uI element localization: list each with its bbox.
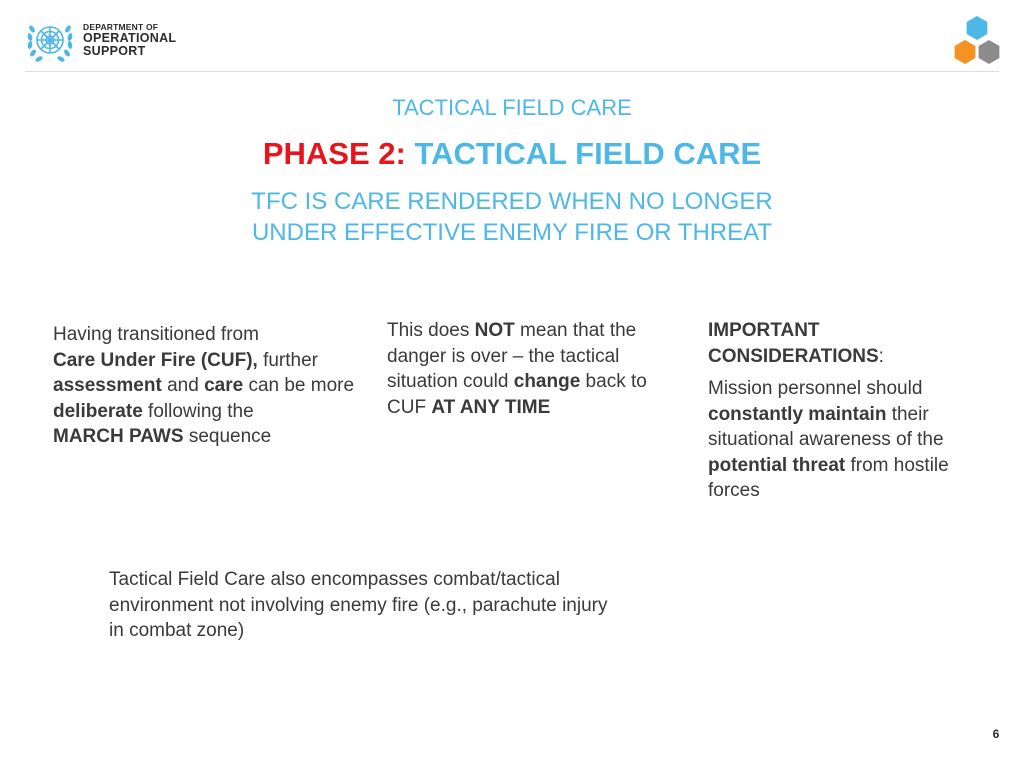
bottom-note: Tactical Field Care also encompasses combat/tactical environment not involving enemy fire (e.g., parachute injury in combat zone) [109,569,608,641]
org-logo [25,17,176,65]
considerations-colon: : [878,345,884,367]
col1-text-5: following the [142,400,254,422]
col2-text-2: mean that the danger is over – the tactical situation could [387,320,637,392]
col2-bold-any-time: AT ANY TIME [431,396,551,418]
org-line-1: DEPARTMENT OF [83,22,159,33]
header-divider [25,71,999,72]
hexagon-gray [979,40,1000,64]
column-danger [387,318,657,420]
title-phase: PHASE 2: [262,136,406,171]
hexagon-cluster-icon [952,15,1004,67]
col1-bold-cuf: Care Under Fire (CUF), [53,349,258,371]
col3-text-1: Mission personnel should [708,378,923,399]
col3-bold-maintain: constantly maintain [708,403,887,425]
org-line-3: SUPPORT [83,44,146,59]
column-considerations [708,318,988,504]
slide-title [0,136,1024,172]
col1-text-1: Having transitioned from [53,324,259,345]
slide-description: TFC IS CARE RENDERED WHEN NO LONGER UNDER EFFECTIVE ENEMY FIRE OR THREAT [251,188,773,246]
col2-bold-change: change [513,371,581,392]
col2-bold-not: NOT [474,320,515,341]
col2-text-3: back to CUF [387,371,647,418]
slide-header [0,0,1024,72]
title-main: TACTICAL FIELD CARE [414,136,762,171]
slide-subtitle: TACTICAL FIELD CARE [392,95,632,120]
un-emblem-icon [25,17,75,65]
col1-text-3: and [161,375,205,396]
considerations-heading-text: IMPORTANT CONSIDERATIONS [708,320,879,367]
col3-text-3: from hostile forces [708,454,949,501]
page-number: 6 [992,727,1000,741]
col3-text-2: their situational awareness of the [708,403,944,450]
col3-bold-threat: potential threat [708,454,846,476]
col1-bold-assessment: assessment [53,375,162,396]
hexagon-orange [955,40,976,64]
col1-text-4: can be more [243,375,355,396]
hexagon-blue [967,16,988,40]
col1-bold-care: care [204,375,244,396]
considerations-body [708,376,988,504]
col2-text-1: This does [387,320,475,341]
org-line-2: OPERATIONAL [83,31,177,46]
org-name [83,23,176,58]
col1-text-2: further [257,349,319,371]
col1-bold-march-paws: MARCH PAWS [53,426,184,447]
col1-bold-deliberate: deliberate [53,400,143,422]
considerations-heading [708,318,988,369]
col1-text-6: sequence [183,426,272,447]
column-transition [53,322,363,450]
